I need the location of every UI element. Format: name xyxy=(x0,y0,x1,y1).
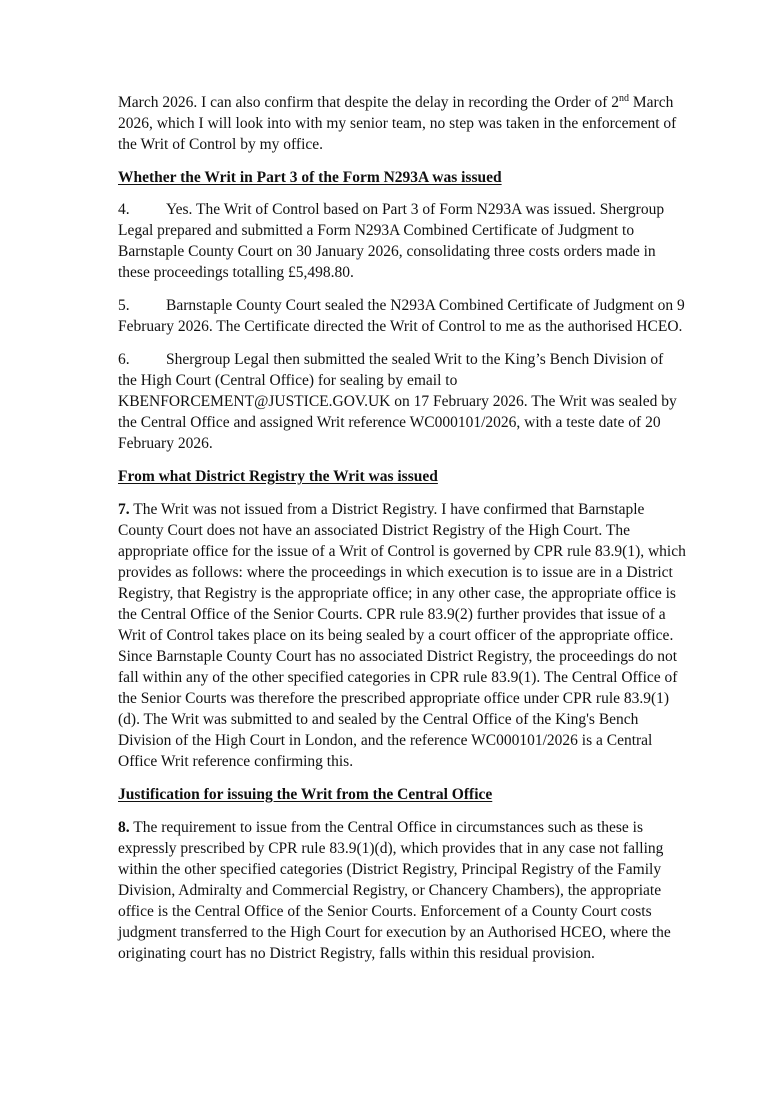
paragraph-number: 8. xyxy=(118,819,130,836)
paragraph-5 xyxy=(118,295,686,337)
paragraph-8 xyxy=(118,817,686,964)
paragraph-number: 7. xyxy=(118,501,130,518)
intro-text-b: March 2026, which I will look into with my senior team, no step was taken in the enforcement of the Writ of Control by my office. xyxy=(118,94,677,153)
paragraph-text: Shergroup Legal then submitted the sealed Writ to the King’s Bench Division of the High Court (Central Office) for sealing by email to KBENFORCEMENT@JUSTICE.GOV.UK on 17 February 2026. The Writ was sealed by the Central Office and assigned Writ reference WC000101/2026, with a teste date of 20 February 2026. xyxy=(118,351,677,452)
section-heading-writ-issued: Whether the Writ in Part 3 of the Form N293A was issued xyxy=(118,169,502,186)
paragraph-number: 5. xyxy=(118,297,130,314)
paragraph-6 xyxy=(118,349,686,454)
paragraph-text: The requirement to issue from the Central Office in circumstances such as these is expressly prescribed by CPR rule 83.9(1)(d), which provides that in any case not falling within the other specified categories (District Registry, Principal Registry of the Family Division, Admiralty and Commercial Registry, or Chancery Chambers), the appropriate office is the Central Office of the Senior Courts. Enforcement of a County Court costs judgment transferred to the High Court for execution by an Authorised HCEO, where the originating court has no District Registry, falls within this residual provision. xyxy=(118,819,671,962)
section-heading-district-registry: From what District Registry the Writ was issued xyxy=(118,468,438,485)
paragraph-7 xyxy=(118,499,686,772)
paragraph-text: Yes. The Writ of Control based on Part 3 of Form N293A was issued. Shergroup Legal prepared and submitted a Form N293A Combined Certificate of Judgment to Barnstaple County Court on 30 January 2026, consolidating three costs orders made in these proceedings totalling £5,498.80. xyxy=(118,201,665,281)
document-page xyxy=(118,92,686,964)
paragraph-text: Barnstaple County Court sealed the N293A Combined Certificate of Judgment on 9 February 2026. The Certificate directed the Writ of Control to me as the authorised HCEO. xyxy=(118,297,685,335)
paragraph-number: 6. xyxy=(118,351,130,368)
intro-ordinal-superscript: nd xyxy=(619,92,629,104)
intro-text-a: March 2026. I can also confirm that despite the delay in recording the Order of 2 xyxy=(118,94,619,111)
paragraph-number: 4. xyxy=(118,201,130,218)
section-heading-justification: Justification for issuing the Writ from the Central Office xyxy=(118,786,493,803)
intro-paragraph xyxy=(118,92,686,155)
paragraph-text: The Writ was not issued from a District Registry. I have confirmed that Barnstaple County Court does not have an associated District Registry of the High Court. The appropriate office for the issue of a Writ of Control is governed by CPR rule 83.9(1), which provides as follows: where the proceedings in which execution is to issue are in a District Registry, that Registry is the appropriate office; in any other case, the appropriate office is the Central Office of the Senior Courts. CPR rule 83.9(2) further provides that issue of a Writ of Control takes place on its being sealed by a court officer of the appropriate office. Since Barnstaple County Court has no associated District Registry, the proceedings do not fall within any of the other specified categories in CPR rule 83.9(1). The Central Office of the Senior Courts was therefore the prescribed appropriate office under CPR rule 83.9(1)(d). The Writ was submitted to and sealed by the Central Office of the King's Bench Division of the High Court in London, and the reference WC000101/2026 is a Central Office Writ reference confirming this. xyxy=(118,501,686,770)
paragraph-4 xyxy=(118,199,686,283)
